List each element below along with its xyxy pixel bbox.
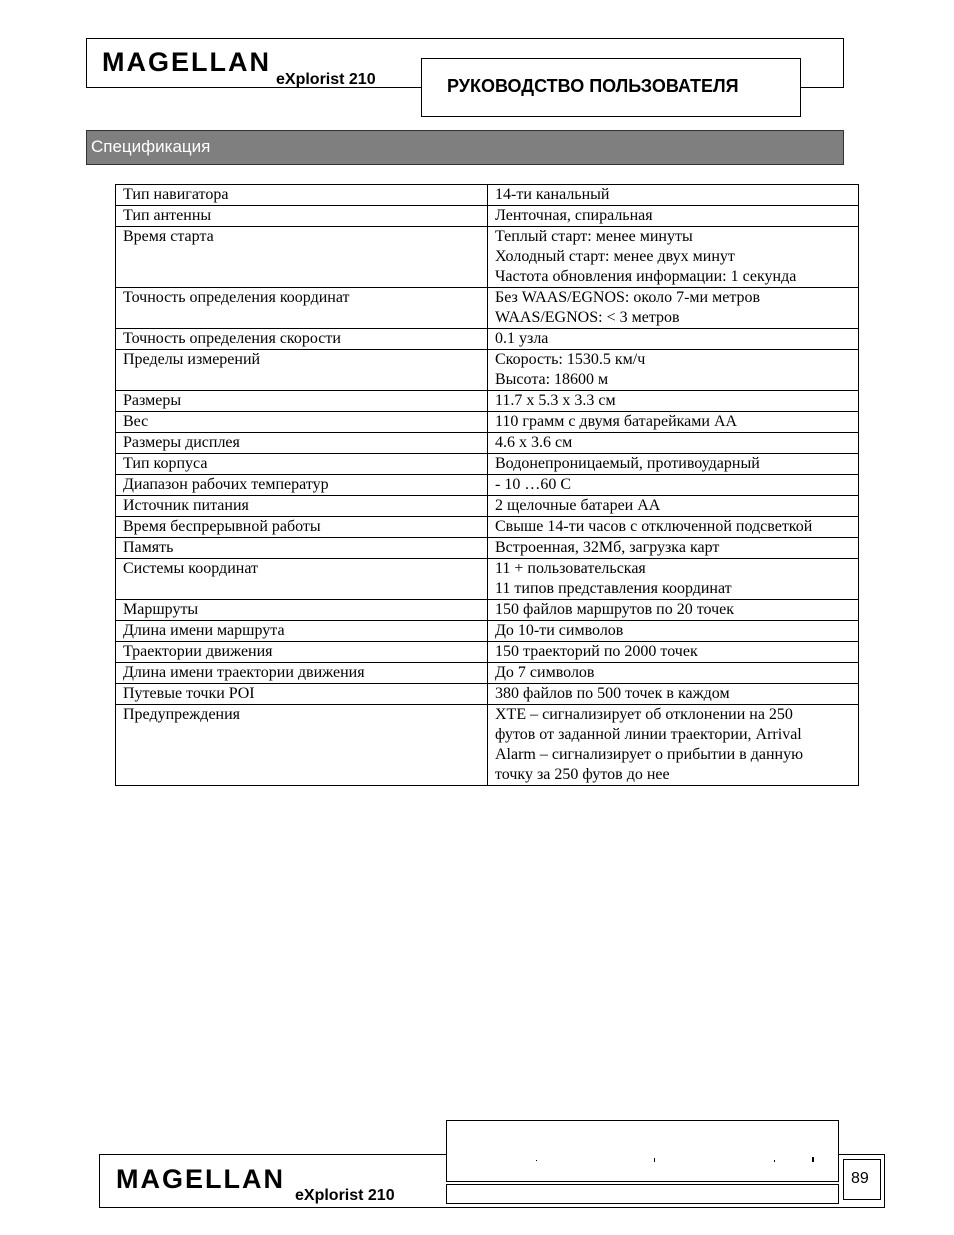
- spec-table: [115, 184, 859, 786]
- spec-value-line: Встроенная, 32Мб, загрузка карт: [495, 539, 720, 556]
- table-row: [116, 475, 859, 496]
- spec-value-cell: [488, 559, 859, 600]
- spec-value-cell: [488, 684, 859, 705]
- spec-value-cell: [488, 454, 859, 475]
- table-row: [116, 642, 859, 663]
- spec-value-cell: [488, 705, 859, 786]
- spec-value-line: 150 траекторий по 2000 точек: [495, 643, 698, 660]
- spec-name-cell: Память: [116, 538, 488, 559]
- spec-value-line: 14-ти канальный: [495, 186, 610, 203]
- spec-value-line: Частота обновления информации: 1 секунда: [495, 268, 797, 285]
- spec-value-line: WAAS/EGNOS: < 3 метров: [495, 309, 680, 326]
- spec-value-cell: [488, 433, 859, 454]
- table-row: [116, 559, 859, 600]
- spec-value-cell: [488, 350, 859, 391]
- spec-value-line: 11 + пользовательская: [495, 560, 646, 577]
- spec-value-line: 0.1 узла: [495, 330, 549, 347]
- spec-value-line: До 7 символов: [495, 664, 595, 681]
- spec-value-cell: [488, 642, 859, 663]
- spec-value-line: 11.7 x 5.3 x 3.3 см: [495, 392, 616, 409]
- spec-value-cell: [488, 663, 859, 684]
- table-row: [116, 391, 859, 412]
- spec-value-line: 110 грамм с двумя батарейками АА: [495, 413, 738, 430]
- spec-name-cell: Размеры дисплея: [116, 433, 488, 454]
- table-row: [116, 621, 859, 642]
- table-row: [116, 496, 859, 517]
- spec-name-cell: Тип навигатора: [116, 185, 488, 206]
- table-row: [116, 329, 859, 350]
- spec-value-line: До 10-ти символов: [495, 622, 624, 639]
- spec-value-cell: [488, 517, 859, 538]
- spec-value-line: Свыше 14-ти часов с отключенной подсветкой: [495, 518, 813, 535]
- spec-name-cell: Траектории движения: [116, 642, 488, 663]
- table-row: [116, 433, 859, 454]
- spec-value-line: Высота: 18600 м: [495, 371, 609, 388]
- spec-name-cell: Вес: [116, 412, 488, 433]
- spec-value-line: 11 типов представления координат: [495, 580, 732, 597]
- spec-value-line: футов от заданной линии траектории, Arrival: [495, 726, 802, 743]
- spec-value-line: Холодный старт: менее двух минут: [495, 248, 735, 265]
- spec-name-cell: Источник питания: [116, 496, 488, 517]
- spec-name-cell: Время старта: [116, 227, 488, 288]
- header-brand-logo: MAGELLAN: [102, 47, 271, 77]
- spec-value-line: Без WAAS/EGNOS: около 7-ми метров: [495, 289, 761, 306]
- table-row: [116, 684, 859, 705]
- spec-name-cell: Точность определения координат: [116, 288, 488, 329]
- page-number: 89: [851, 1170, 869, 1187]
- spec-value-cell: [488, 600, 859, 621]
- spec-name-cell: Время беспрерывной работы: [116, 517, 488, 538]
- spec-value-cell: [488, 621, 859, 642]
- spec-name-cell: Тип корпуса: [116, 454, 488, 475]
- spec-value-line: Скорость: 1530.5 км/ч: [495, 351, 646, 368]
- spec-value-line: Alarm – сигнализирует о прибытии в данную: [495, 746, 804, 763]
- footer-brand-logo: MAGELLAN: [116, 1164, 285, 1194]
- table-row: [116, 412, 859, 433]
- spec-value-line: Теплый старт: менее минуты: [495, 228, 693, 245]
- spec-name-cell: Системы координат: [116, 559, 488, 600]
- spec-value-cell: [488, 538, 859, 559]
- section-title: Спецификация: [91, 137, 211, 156]
- table-row: [116, 288, 859, 329]
- spec-name-cell: Маршруты: [116, 600, 488, 621]
- table-row: [116, 350, 859, 391]
- spec-value-cell: [488, 227, 859, 288]
- footer-model-name: eXplorist 210: [295, 1187, 395, 1204]
- table-row: [116, 227, 859, 288]
- table-row: [116, 206, 859, 227]
- footer-panel-lower: [446, 1184, 839, 1204]
- spec-name-cell: Диапазон рабочих температур: [116, 475, 488, 496]
- spec-value-cell: [488, 391, 859, 412]
- spec-value-line: - 10 …60 С: [495, 476, 571, 493]
- footer-panel-upper: [446, 1120, 839, 1182]
- footer-tick-marks: [536, 1157, 816, 1163]
- spec-name-cell: Длина имени маршрута: [116, 621, 488, 642]
- spec-value-line: 380 файлов по 500 точек в каждом: [495, 685, 730, 702]
- spec-table-body: [116, 185, 859, 786]
- spec-value-cell: [488, 185, 859, 206]
- table-row: [116, 663, 859, 684]
- spec-name-cell: Размеры: [116, 391, 488, 412]
- spec-value-line: XTE – сигнализирует об отклонении на 250: [495, 706, 793, 723]
- header-model-name: eXplorist 210: [276, 71, 376, 88]
- spec-name-cell: Тип антенны: [116, 206, 488, 227]
- spec-value-line: 2 щелочные батареи АА: [495, 497, 661, 514]
- table-row: [116, 517, 859, 538]
- spec-value-line: 4.6 x 3.6 см: [495, 434, 573, 451]
- spec-name-cell: Путевые точки POI: [116, 684, 488, 705]
- table-row: [116, 705, 859, 786]
- spec-value-cell: [488, 288, 859, 329]
- spec-name-cell: Пределы измерений: [116, 350, 488, 391]
- spec-value-line: 150 файлов маршрутов по 20 точек: [495, 601, 734, 618]
- table-row: [116, 600, 859, 621]
- spec-name-cell: Точность определения скорости: [116, 329, 488, 350]
- spec-value-cell: [488, 496, 859, 517]
- spec-value-cell: [488, 475, 859, 496]
- header-doc-title: РУКОВОДСТВО ПОЛЬЗОВАТЕЛЯ: [447, 76, 739, 96]
- spec-name-cell: Длина имени траектории движения: [116, 663, 488, 684]
- spec-value-line: Водонепроницаемый, противоударный: [495, 455, 760, 472]
- table-row: [116, 454, 859, 475]
- spec-value-line: Ленточная, спиральная: [495, 207, 653, 224]
- spec-name-cell: Предупреждения: [116, 705, 488, 786]
- table-row: [116, 185, 859, 206]
- spec-value-cell: [488, 329, 859, 350]
- spec-value-cell: [488, 206, 859, 227]
- spec-value-cell: [488, 412, 859, 433]
- table-row: [116, 538, 859, 559]
- spec-value-line: точку за 250 футов до нее: [495, 766, 670, 783]
